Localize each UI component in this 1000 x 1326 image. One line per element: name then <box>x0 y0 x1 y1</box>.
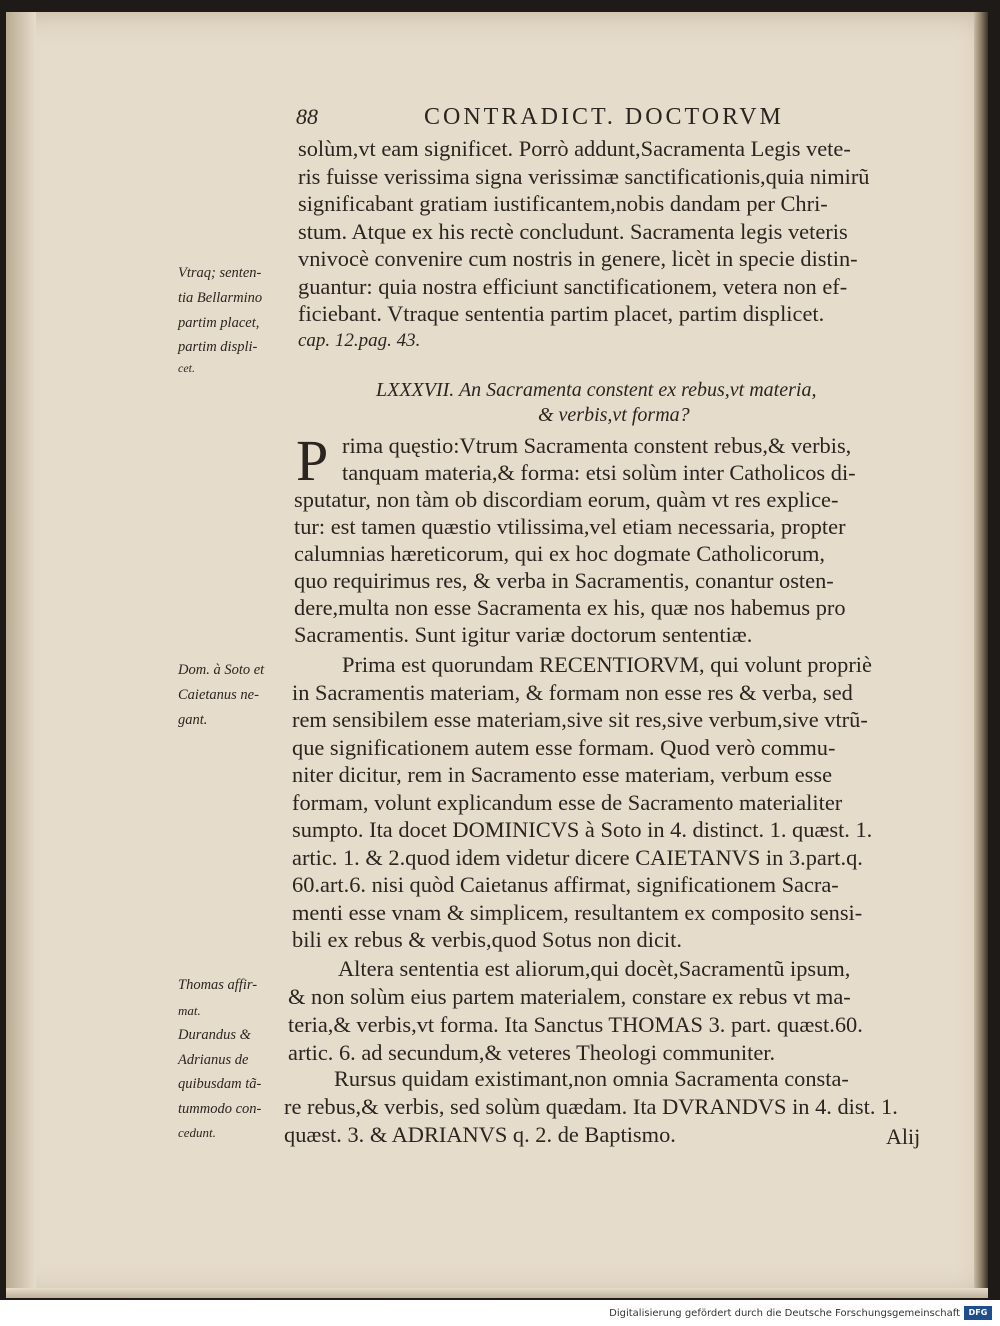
text-line: vnivocè convenire cum nostris in genere, licèt in specie distin- <box>298 246 858 271</box>
margin-note-line: gant. <box>178 712 208 728</box>
text-line: teria,& verbis,vt forma. Ita Sanctus THOMAS 3. part. quæst.60. <box>288 1012 863 1037</box>
margin-note-line: Caietanus ne- <box>178 687 259 703</box>
text-line: tanquam materia,& forma: etsi solùm inter Catholicos di- <box>342 460 856 485</box>
margin-note-line: quibusdam tã- <box>178 1076 262 1092</box>
text-line: artic. 6. ad secundum,& veteres Theologi communiter. <box>288 1040 776 1065</box>
drop-cap: P <box>296 428 329 493</box>
text-line: solùm,vt eam significet. Porrò addunt,Sacramenta Legis vete- <box>298 136 851 161</box>
margin-note-line: Dom. à Soto et <box>178 662 265 678</box>
text-line: quæst. 3. & ADRIANVS q. 2. de Baptismo. <box>284 1122 676 1147</box>
page-number: 88 <box>296 104 318 129</box>
margin-note-line: partim displi- <box>178 339 258 355</box>
digitization-footer <box>0 1300 1000 1326</box>
margin-note-line: Thomas affir- <box>178 977 258 993</box>
text-line: significabant gratiam iustificantem,nobis dandam per Chri- <box>298 191 828 216</box>
text-line: sputatur, non tàm ob discordiam eorum, quàm vt res explice- <box>294 487 839 512</box>
text-line: stum. Atque ex his rectè concludunt. Sacramenta legis veteris <box>298 218 848 244</box>
margin-note-line: partim placet, <box>178 315 260 331</box>
text-line: que significationem autem esse formam. Quod verò commu- <box>292 734 836 760</box>
text-line: & non solùm eius partem materialem, constare ex rebus vt ma- <box>288 984 851 1009</box>
text-line: in Sacramentis materiam, & formam non esse res & verba, sed <box>292 679 853 705</box>
page-gutter <box>6 12 36 1298</box>
text-line: 60.art.6. nisi quòd Caietanus affirmat, significationem Sacra- <box>292 872 839 897</box>
margin-note-line: Vtraq; senten- <box>178 265 262 281</box>
text-line: menti esse vnam & simplicem, resultantem ex composito sensi- <box>292 899 863 925</box>
text-line: dere,multa non esse Sacramenta ex his, quæ nos habemus pro <box>294 595 846 620</box>
page-bottom-edge <box>6 1288 988 1298</box>
text-line: Prima est quorundam RECENTIORVM, qui volunt propriè <box>342 652 872 677</box>
section-title-line-1: LXXXVII. An Sacramenta constent ex rebus,vt materia, <box>376 379 817 401</box>
text-line: Sacramentis. Sunt igitur variæ doctorum sententiæ. <box>294 622 753 647</box>
text-line: tur: est tamen quæstio vtilissima,vel etiam necessaria, propter <box>294 514 846 539</box>
running-head-title: CONTRADICT. DOCTORVM <box>424 104 784 130</box>
text-line: guantur: quia nostra efficiunt sanctificationem, vetera non ef- <box>298 273 848 299</box>
text-line: rem sensibilem esse materiam,sive sit res,sive verbum,sive vtrũ- <box>292 707 868 732</box>
funding-credit: Digitalisierung gefördert durch die Deutsche Forschungsgemeinschaft <box>609 1308 960 1319</box>
text-line: calumnias hæreticorum, qui ex hoc dogmate Catholicorum, <box>294 541 826 566</box>
text-line: re rebus,& verbis, sed solùm quædam. Ita DVRANDVS in 4. dist. 1. <box>284 1094 898 1119</box>
text-line: Altera sententia est aliorum,qui docèt,Sacramentũ ipsum, <box>338 956 851 981</box>
text-line: bili ex rebus & verbis,quod Sotus non dicit. <box>292 927 682 952</box>
margin-note-line: cedunt. <box>178 1125 216 1140</box>
margin-note-line: mat. <box>178 1003 201 1018</box>
text-line: formam, volunt explicandum esse de Sacramento materialiter <box>292 789 843 815</box>
text-line: rima quęstio:Vtrum Sacramenta constent rebus,& verbis, <box>342 433 852 458</box>
catchword: Alij <box>886 1124 921 1149</box>
text-line: quo requirimus res, & verba in Sacramentis, conantur osten- <box>294 568 834 593</box>
text-line: sumpto. Ita docet DOMINICVS à Soto in 4. distinct. 1. quæst. 1. <box>292 817 873 842</box>
text-line: Rursus quidam existimant,non omnia Sacramenta consta- <box>334 1066 849 1091</box>
margin-note-line: Durandus & <box>178 1027 251 1043</box>
text-line: artic. 1. & 2.quod idem videtur dicere CAIETANVS in 3.part.q. <box>292 844 863 870</box>
margin-note-line: tummodo con- <box>178 1101 262 1117</box>
dfg-logo[interactable]: DFG <box>964 1306 992 1320</box>
margin-note-line: cet. <box>178 361 195 375</box>
page-edge <box>974 12 988 1298</box>
text-line: ficiebant. Vtraque sententia partim placet, partim displicet. <box>298 301 825 326</box>
margin-note-line: tia Bellarmino <box>178 290 263 306</box>
section-title-line-2: & verbis,vt forma? <box>538 404 690 426</box>
text-line-reference: cap. 12.pag. 43. <box>298 330 421 351</box>
margin-note-line: Adrianus de <box>178 1052 249 1068</box>
running-header <box>296 104 836 134</box>
text-line: niter dicitur, rem in Sacramento esse materiam, verbum esse <box>292 762 833 787</box>
text-line: ris fuisse verissima signa verissimæ sanctificationis,quia nimirũ <box>298 163 870 189</box>
